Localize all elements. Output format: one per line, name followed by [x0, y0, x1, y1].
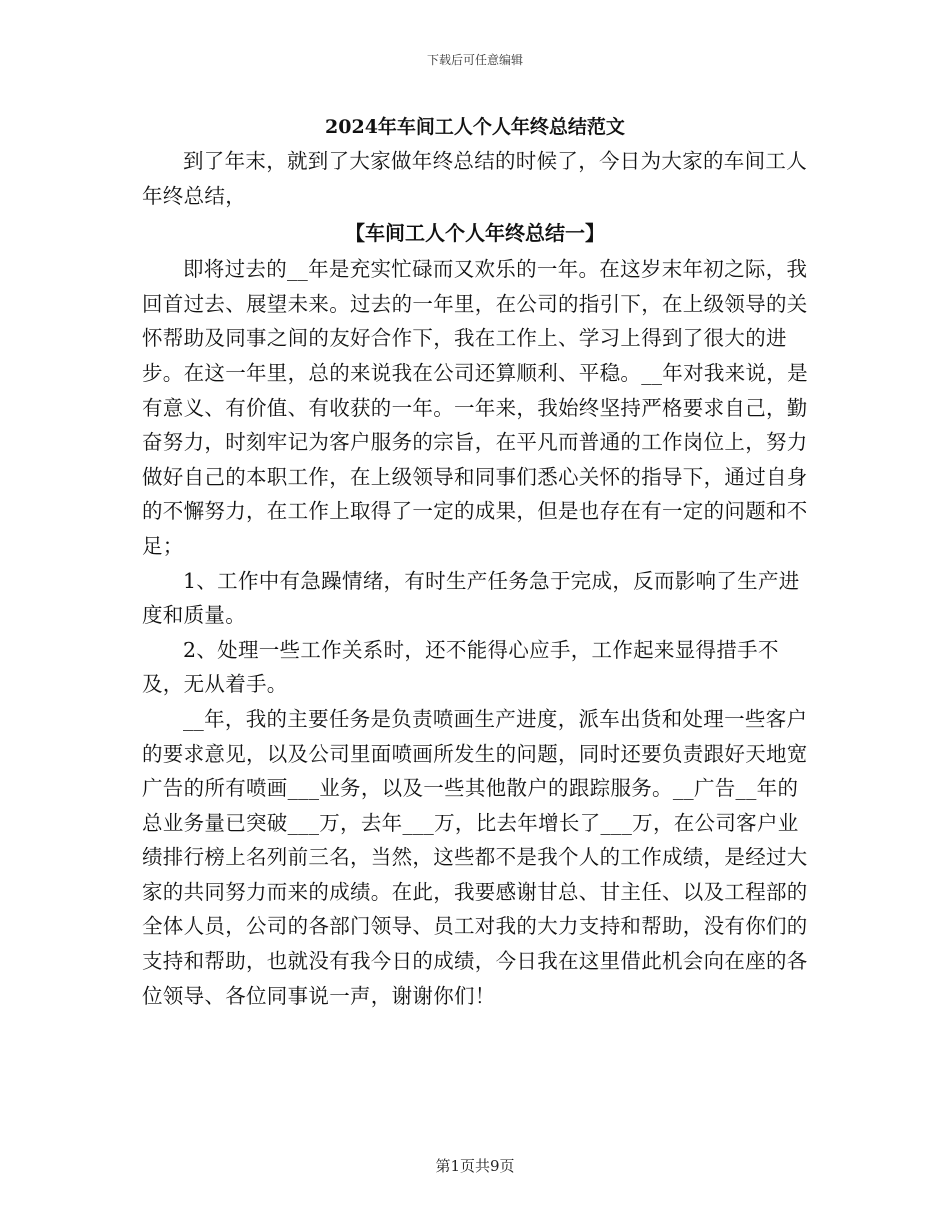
page-header-note: 下载后可任意编辑 — [426, 53, 523, 67]
intro-paragraph: 到了年末，就到了大家做年终总结的时候了，今日为大家的车间工人年终总结， — [142, 149, 807, 208]
page-number: 第1页共9页 — [435, 1157, 515, 1175]
document-title: 2024年车间工人个人年终总结范文 — [325, 116, 625, 138]
section-heading: 【车间工人个人年终总结一】 — [345, 221, 605, 246]
body-paragraph: __年，我的主要任务是负责喷画生产进度，派车出货和处理一些客户的要求意见，以及公司里面喷画所发生的问题，同时还要负责跟好天地宽广告的所有喷画___业务，以及一些其他散户的跟踪服务。__广告__年的总业务量已突破___万，去年___万，比去年增长了___万，在公司客户业绩排行榜上名列前三名，当然，这些都不是我个人的工作成绩，是经过大家的共同努力而来的成绩。在此，我要感谢甘总、甘主任、以及工程部的全体人员，公司的各部门领导、员工对我的大力支持和帮助，没有你们的支持和帮助，也就没有我今日的成绩，今日我在这里借此机会向在座的各位领导、各位同事说一声，谢谢你们！ — [142, 706, 808, 1008]
body-paragraph: 2、处理一些工作关系时，还不能得心应手，工作起来显得措手不及，无从着手。 — [142, 637, 779, 697]
body-paragraph: 即将过去的__年是充实忙碌而又欢乐的一年。在这岁末年初之际，我回首过去、展望未来。过去的一年里，在公司的指引下，在上级领导的关怀帮助及同事之间的友好合作下，我在工作上、学习上得到了很大的进步。在这一年里，总的来说我在公司还算顺利、平稳。__年对我来说，是有意义、有价值、有收获的一年。一年来，我始终坚持严格要求自己，勤奋努力，时刻牢记为客户服务的宗旨，在平凡而普通的工作岗位上，努力做好自己的本职工作，在上级领导和同事们悉心关怀的指导下，通过自身的不懈努力，在工作上取得了一定的成果，但是也存在有一定的问题和不足； — [142, 257, 808, 558]
document-body — [142, 110, 808, 1013]
body-paragraph: 1、工作中有急躁情绪，有时生产任务急于完成，反而影响了生产进度和质量。 — [142, 568, 800, 628]
